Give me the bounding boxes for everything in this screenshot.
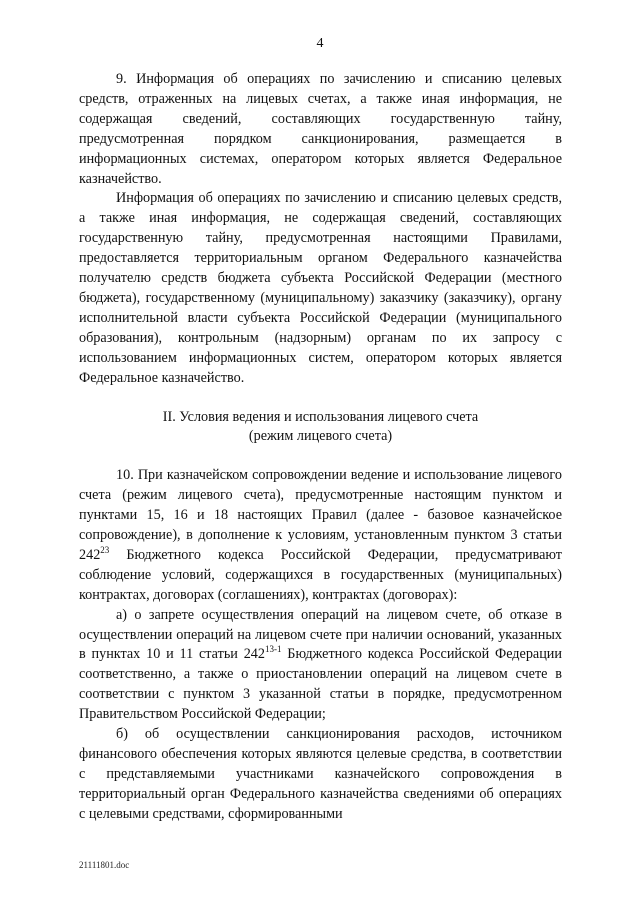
subparagraph-a-text-a: а) о запрете осуществления операций на лицевом счете, об отказе в осуществлении операций на лицевом счете при наличии оснований, указанных в пунктах 10 и 11 статьи 242 bbox=[79, 606, 562, 663]
section-heading-line-2: (режим лицевого счета) bbox=[248, 428, 393, 445]
paragraph-9-continued: Информация об операциях по зачислению и списанию целевых средств, а также иная информация, не содержащая сведений, составляющих государственную тайну, предусмотренная настоящими Правилами, предоставляется территориальным органом Федерального казначейства получателю средств бюджета субъекта Российской Федерации (местного бюджета), государственному (муниципальному) заказчику (заказчику), органу исполнительной власти субъекта Российской Федерации (муниципального образования), контрольным (надзорным) органам по их запросу с использованием информационных систем, оператором которых является Федеральное казначейство. bbox=[79, 190, 562, 386]
section-heading-line-1: II. Условия ведения и использования лицевого счета bbox=[162, 408, 479, 425]
paragraph-10 bbox=[79, 466, 562, 605]
subparagraph-a bbox=[79, 606, 562, 725]
subparagraph-a-text-b: Бюджетного кодекса Российской Федерации соответственно, а также о приостановлении операций на лицевом счете в соответствии с пунктом 3 указанной статьи в порядке, предусмотренном Правительством Российской Федерации; bbox=[79, 646, 562, 723]
paragraph-9: 9. Информация об операциях по зачислению и списанию целевых средств, отраженных на лицевых счетах, а также иная информация, не содержащая сведений, составляющих государственную тайну, предусмотренная порядком санкционирования, размещается в информационных системах, оператором которых является Федеральное казначейство. bbox=[79, 71, 562, 187]
paragraph-10-superscript: 23 bbox=[100, 544, 110, 555]
document-body bbox=[79, 70, 562, 825]
footer-document-code: 21111801.doc bbox=[79, 860, 130, 870]
subparagraph-b: б) об осуществлении санкционирования расходов, источником финансового обеспечения которых являются целевые средства, в соответствии с представляемыми участниками казначейского сопровождения в территориальный орган Федерального казначейства сведениями об операциях с целевыми средствами, сформированными bbox=[79, 726, 562, 822]
paragraph-10-text-b: Бюджетного кодекса Российской Федерации, предусматривают соблюдение условий, содержащихся в государственных (муниципальных) контрактах, договорах (соглашениях), контрактах (договорах): bbox=[79, 546, 562, 603]
subparagraph-a-superscript: 13-1 bbox=[264, 644, 282, 655]
page-number: 4 bbox=[316, 36, 324, 51]
paragraph-10-text-a: 10. При казначейском сопровождении ведение и использование лицевого счета (режим лицевого счета), предусмотренные настоящим пунктом и пунктами 15, 16 и 18 настоящих Правил (далее - базовое казначейское сопровождение), в дополнение к условиям, установленным пунктом 3 статьи 242 bbox=[79, 467, 562, 563]
